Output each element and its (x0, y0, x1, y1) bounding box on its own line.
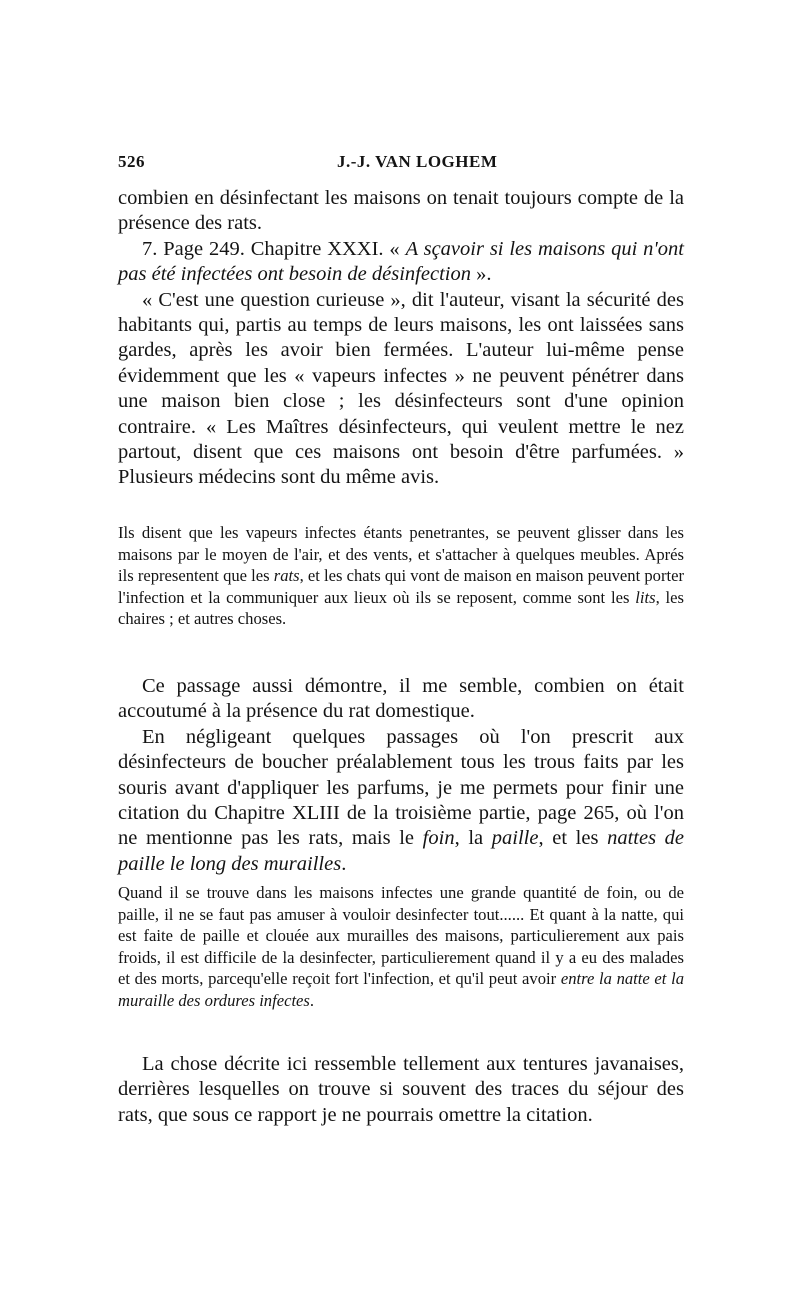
body-block-2 (118, 674, 684, 877)
quote1-italic-lits: lits (635, 587, 656, 607)
chapter-title: A sçavoir si les maisons qui n'ont pas été infectées ont besoin de désinfection (118, 237, 684, 286)
quote2-italic: entre la natte et la muraille des ordures infectes (118, 969, 684, 1010)
paragraph-passage: Ce passage aussi démontre, il me semble, combien on était accoutumé à la présence du rat domestique. (118, 675, 684, 723)
chapter-close: ». (476, 263, 492, 286)
citation-intro-c: , et les (538, 827, 599, 850)
page-number: 526 (118, 152, 145, 171)
chapter-lead: 7. Page 249. Chapitre XXXI. « (142, 237, 400, 260)
page-header (118, 152, 688, 174)
quote1-part1: Ils disent que les vapeurs infectes étants penetrantes, se peuvent glisser dans les maisons par le moyen de l'air, et des vents, et s'attacher à quelques meubles. Aprés ils representent que les (118, 523, 684, 586)
italic-paille: paille (491, 827, 539, 850)
quote2-end: . (309, 990, 315, 1010)
quotation-1 (118, 522, 684, 630)
citation-intro-a: En négligeant quelques passages où l'on prescrit aux désinfecteurs de boucher préalablement tous les trous faits par les souris avant d'appliquer les parfums, je me permets pour finir une citation du Chapitre XLIII de la troisième partie, page 265, où l'on ne mentionne pas les rats, mais le (118, 725, 684, 850)
quotation-2-text (118, 882, 684, 1012)
quote1-part3: , les chaires ; et autres choses. (118, 587, 684, 629)
paragraph-continuation: combien en désinfectant les maisons on tenait toujours compte de la présence des rats. (118, 187, 684, 235)
paragraph-author-opinion: « C'est une question curieuse », dit l'auteur, visant la sécurité des habitants qui, partis au temps de leurs maisons, les ont laissées sans gardes, après les avoir bien fermées. L'auteur lui-même pense évidemment que les « vapeurs infectes » ne peuvent pénétrer dans une maison bien close ; les désinfecteurs sont d'une opinion contraire. « Les Maîtres désinfecteurs, qui veulent mettre le nez partout, disent que ces maisons ont besoin d'être parfumées. » Plusieurs médecins sont du même avis. (118, 288, 684, 489)
paragraph-conclusion: La chose décrite ici ressemble tellement aux tentures javanaises, derrières lesquelles on trouve si souvent des traces du séjour des rats, que sous ce rapport je ne pourrais omettre la citation. (118, 1053, 684, 1126)
body-block-3 (118, 1052, 684, 1128)
citation-intro-b: , la (454, 827, 484, 850)
paragraph-citation-intro (118, 725, 684, 877)
italic-foin: foin (422, 827, 455, 850)
paragraph-chapter-reference (118, 237, 684, 288)
quotation-2 (118, 882, 684, 1012)
running-title: J.-J. VAN LOGHEM (337, 152, 498, 171)
quotation-1-text (118, 522, 684, 630)
body-block-1 (118, 186, 684, 491)
italic-nattes: nattes de paille le long des murailles (118, 827, 685, 875)
quote1-italic-rats: rats (273, 566, 300, 586)
quote1-part2: , et les chats qui vont de maison en maison peuvent porter l'infection et la communiquer aux lieux où ils se reposent, comme sont les (118, 566, 684, 607)
citation-intro-d: . (341, 852, 347, 875)
quote2-text: Quand il se trouve dans les maisons infectes une grande quantité de foin, ou de paille, il ne se faut pas amuser à vouloir desinfecter tout...... Et quant à la natte, qui est faite de paille et clouée aux murailles des maisons, particulierement aux pais froids, il est difficile de la desinfecter, particulierement quand il y a eu des malades et des morts, parcequ'elle reçoit fort l'infection, et qu'il peut avoir (118, 883, 684, 989)
